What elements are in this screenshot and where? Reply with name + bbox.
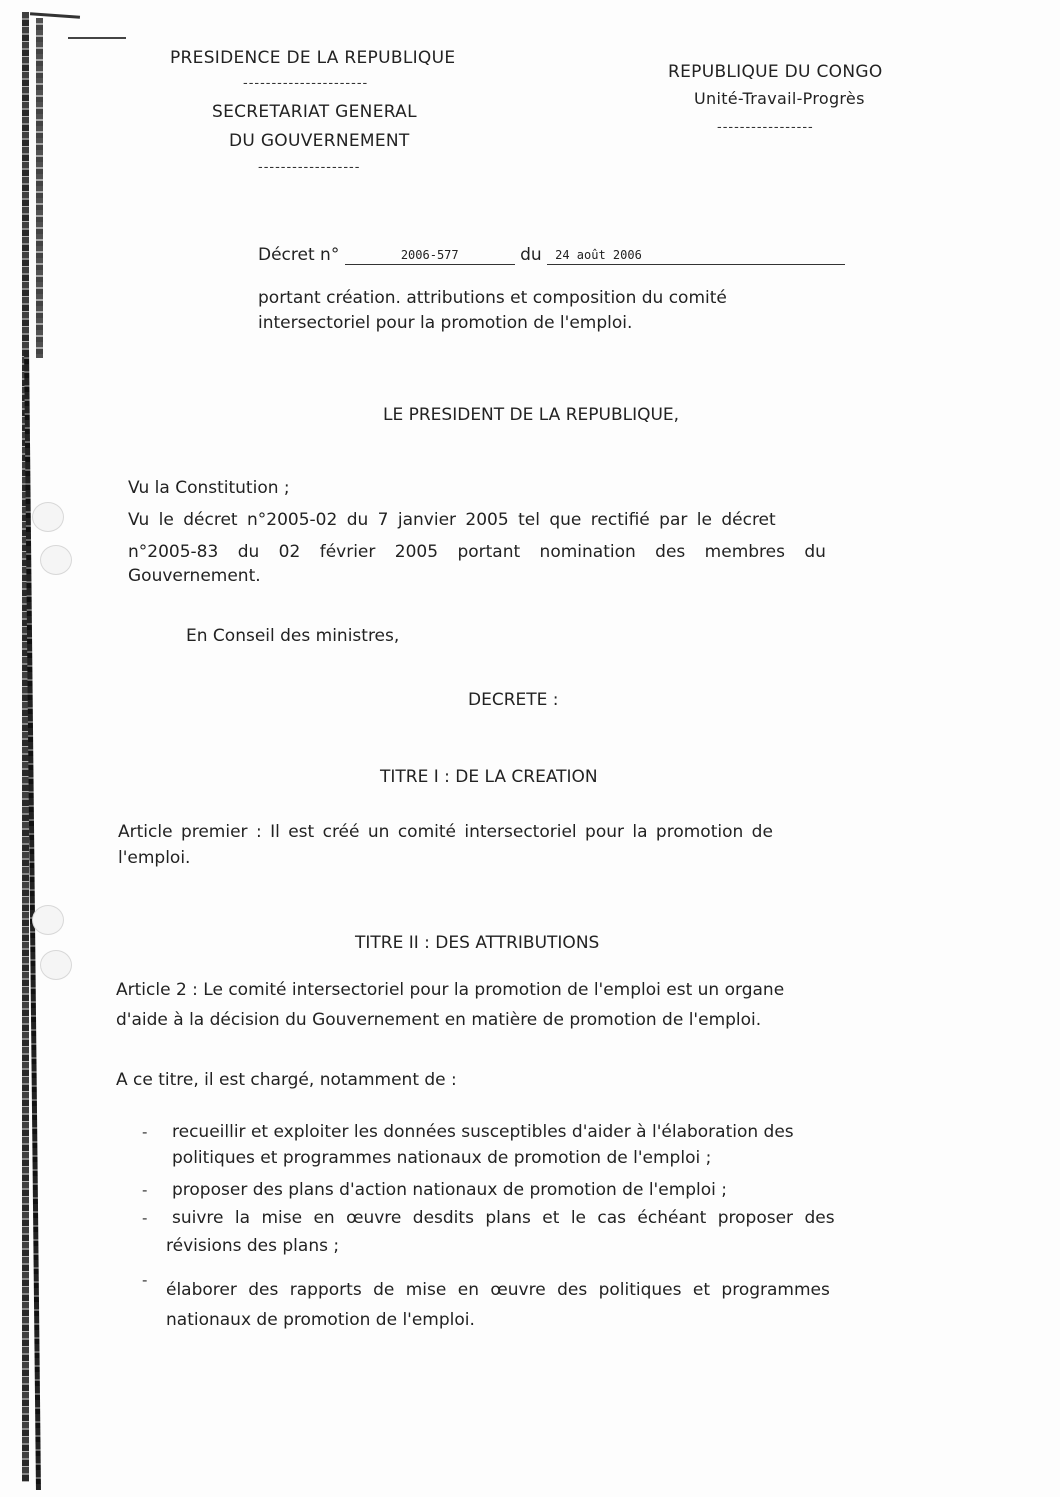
bullet-marker: -: [142, 1181, 148, 1199]
vu-decret-line3: Gouvernement.: [128, 566, 261, 586]
bullet-marker: -: [142, 1209, 148, 1227]
header-gouvernement: DU GOUVERNEMENT: [229, 131, 410, 151]
punch-hole: [32, 502, 64, 532]
decree-label: Décret n°: [258, 245, 340, 265]
scan-mark: [68, 37, 126, 39]
article1-line2: l'emploi.: [118, 848, 191, 868]
vu-constitution: Vu la Constitution ;: [128, 478, 290, 498]
bullet-marker: -: [142, 1271, 148, 1289]
decree-subject-line2: intersectoriel pour la promotion de l'emploi.: [258, 313, 633, 333]
article1-line1: Article premier : Il est créé un comité intersectoriel pour la promotion de: [118, 822, 773, 842]
conseil-ministres: En Conseil des ministres,: [186, 626, 400, 646]
bullet-3-line1: suivre la mise en œuvre desdits plans et le cas échéant proposer des: [172, 1208, 835, 1228]
bullet-marker: -: [142, 1123, 148, 1141]
decree-date: 24 août 2006: [547, 248, 845, 265]
article2-line2: d'aide à la décision du Gouvernement en matière de promotion de l'emploi.: [116, 1010, 762, 1030]
header-separator: ------------------: [258, 160, 361, 175]
header-secretariat: SECRETARIAT GENERAL: [212, 102, 417, 122]
decree-du: du: [520, 245, 542, 265]
header-motto: Unité-Travail-Progrès: [694, 89, 865, 108]
scan-binding-edge-secondary: [36, 18, 43, 358]
titre1-heading: TITRE I : DE LA CREATION: [380, 767, 598, 787]
header-separator: -----------------: [717, 120, 814, 135]
decree-number: 2006-577: [345, 248, 515, 265]
bullet-4-line1: élaborer des rapports de mise en œuvre des politiques et programmes: [166, 1280, 830, 1300]
bullet-3-line2: révisions des plans ;: [166, 1236, 340, 1256]
article2-line1: Article 2 : Le comité intersectoriel pour la promotion de l'emploi est un organe: [116, 980, 785, 1000]
vu-decret-line2: n°2005-83 du 02 février 2005 portant nomination des membres du: [128, 542, 826, 562]
vu-decret-line1: Vu le décret n°2005-02 du 7 janvier 2005 tel que rectifié par le décret: [128, 510, 776, 530]
decrete-heading: DECRETE :: [468, 690, 559, 710]
punch-hole: [40, 545, 72, 575]
decree-line: [258, 245, 845, 265]
punch-hole: [32, 905, 64, 935]
bullet-2-line1: proposer des plans d'action nationaux de promotion de l'emploi ;: [172, 1180, 728, 1200]
titre2-heading: TITRE II : DES ATTRIBUTIONS: [355, 933, 600, 953]
preamble-title: LE PRESIDENT DE LA REPUBLIQUE,: [383, 405, 680, 425]
article2-intro: A ce titre, il est chargé, notamment de :: [116, 1070, 457, 1090]
punch-hole: [40, 950, 72, 980]
header-separator: ----------------------: [243, 76, 369, 91]
header-republique-congo: REPUBLIQUE DU CONGO: [668, 62, 883, 82]
decree-subject-line1: portant création. attributions et composition du comité: [258, 288, 727, 308]
header-presidence: PRESIDENCE DE LA REPUBLIQUE: [170, 48, 456, 68]
bullet-1-line2: politiques et programmes nationaux de promotion de l'emploi ;: [172, 1148, 712, 1168]
bullet-4-line2: nationaux de promotion de l'emploi.: [166, 1310, 475, 1330]
bullet-1-line1: recueillir et exploiter les données susceptibles d'aider à l'élaboration des: [172, 1122, 794, 1142]
